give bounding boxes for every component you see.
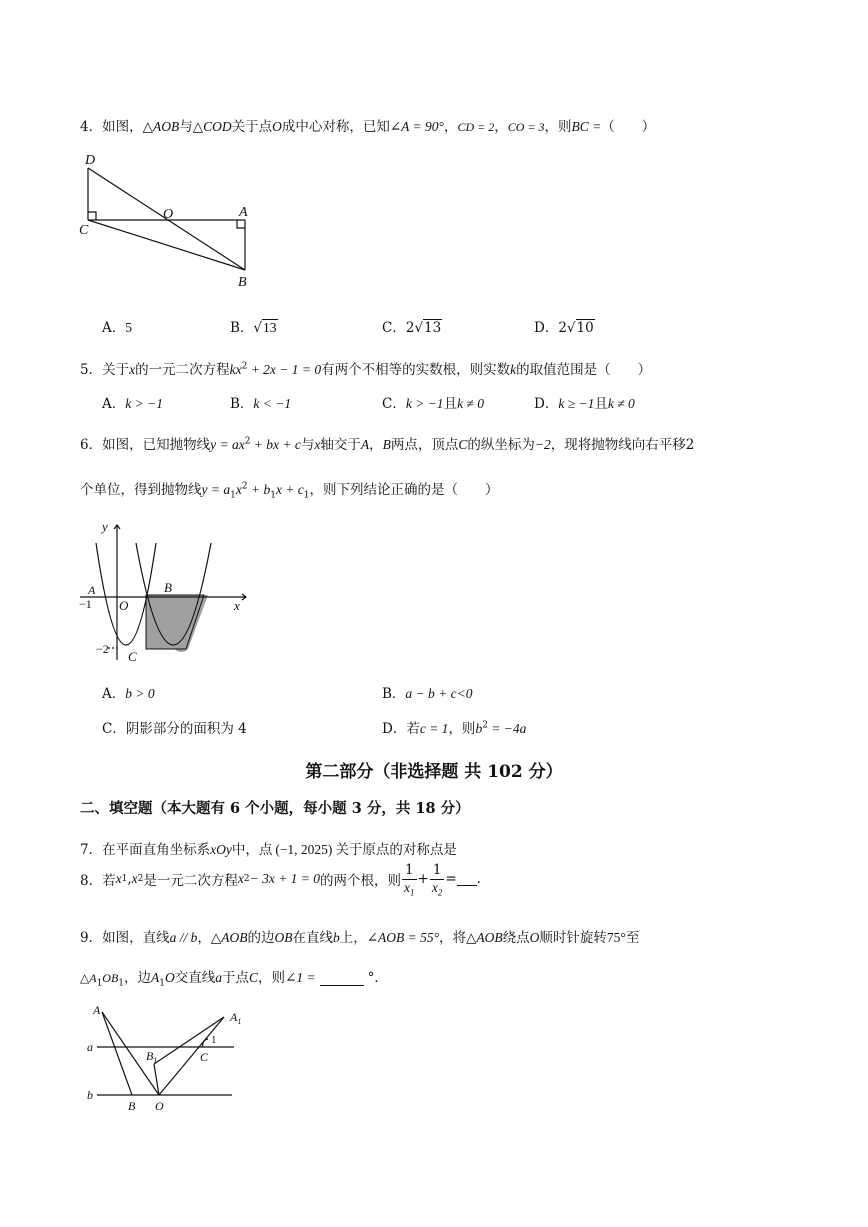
label-b1: $B_1$ — [146, 1049, 158, 1065]
right-angle-mark-c — [88, 212, 96, 220]
label-c: C — [128, 649, 137, 664]
q4-option-d[interactable]: D．2√10 — [534, 320, 594, 336]
q6-option-b[interactable]: B．a − b + c<0 — [382, 686, 473, 702]
label-c: C — [79, 223, 89, 238]
label-y: y — [102, 519, 108, 534]
q9-answer-blank[interactable] — [320, 972, 364, 986]
q5-option-b[interactable]: B．k < −1 — [230, 396, 292, 412]
q6-figure — [76, 515, 256, 665]
q9-figure — [82, 1000, 252, 1115]
label-a: A — [88, 583, 96, 597]
q4-number: 4． — [80, 119, 103, 135]
label-line-b: b — [87, 1088, 93, 1102]
label-line-a: a — [87, 1040, 93, 1054]
label-o: O — [163, 207, 174, 222]
label-o: O — [155, 1099, 164, 1113]
label-c: C — [200, 1050, 209, 1064]
shaded-parallelogram — [146, 595, 204, 649]
q6-stem-line2: 个单位，得到抛物线$y = a_1x^2 + b_1x + c_1$，则下列结论正确的是（ ） — [80, 481, 499, 501]
q6-option-c[interactable]: C．阴影部分的面积为 4 — [102, 721, 247, 737]
q5-stem: 5．关于x的一元二次方程$kx^2 + 2x - 1 = 0$有两个不相等的实数根，则实数k的取值范围是（ ） — [80, 361, 652, 378]
q6-option-d[interactable]: D．若c = 1，则$b^2 = -4a$ — [382, 720, 527, 737]
label-o: O — [119, 598, 129, 613]
label-x: x — [234, 598, 240, 613]
label-angle-one: 1 — [211, 1034, 217, 1046]
label-d: D — [85, 153, 96, 168]
label-b: B — [164, 580, 172, 595]
segment-ab — [102, 1012, 132, 1095]
q9-stem-line2: $\triangle A_1OB_1$，边$A_1O$交直线a于点C，则∠1 = °． — [80, 970, 388, 989]
segment-cb — [88, 220, 245, 270]
q7-stem: 7．在平面直角坐标系xOy中，点 (−1, 2025) 关于原点的对称点是 — [80, 842, 457, 858]
part2-heading: 第二部分（非选择题 共 102 分） — [305, 762, 563, 782]
q7-number: 7． — [80, 842, 103, 858]
q6-option-a[interactable]: A．b > 0 — [102, 686, 155, 702]
label-a: A — [239, 205, 248, 220]
fraction-one-over-x2: $\frac{1}{x_2}$ — [431, 862, 443, 898]
q8-answer-blank[interactable] — [457, 872, 477, 886]
q9-number: 9． — [80, 930, 103, 946]
segment-oa1 — [159, 1017, 224, 1095]
q5-option-d[interactable]: D．k ≥ −1且k ≠ 0 — [534, 396, 635, 412]
fraction-one-over-x1: $\frac{1}{x_1}$ — [404, 862, 415, 898]
q4-stem: 4．如图，△AOB与△COD关于点O成中心对称，已知∠A = 90°，CD = 2，CO = 3，则BC =（ ） — [80, 119, 656, 135]
q8-stem: 8． 若 x 1 , x 2 是一元二次方程 x 2 − 3x + 1 = 0 的两个根，则 $\frac{1}{x_1}$ + $\frac{1}{x_2}$ = . — [80, 862, 481, 898]
q4-option-b[interactable]: B．√13 — [230, 320, 277, 336]
label-a1: $A_1$ — [230, 1010, 242, 1026]
label-b: B — [128, 1099, 136, 1113]
q4-option-a[interactable]: A．5 — [102, 320, 132, 336]
q6-number: 6． — [80, 437, 103, 453]
section-heading: 二、填空题（本大题有 6 个小题，每小题 3 分，共 18 分） — [80, 800, 470, 817]
q5-option-c[interactable]: C．k > −1且k ≠ 0 — [382, 396, 484, 412]
label-minus-two: −2 — [96, 642, 109, 656]
label-b: B — [238, 275, 247, 290]
label-a: A — [93, 1003, 101, 1017]
q5-option-a[interactable]: A．k > −1 — [102, 396, 163, 412]
q6-stem-line1: 6．如图，已知抛物线$y = ax^2$ + bx + c与x轴交于A，B两点，顶点C的纵坐标为−2，现将抛物线向右平移2 — [80, 436, 695, 453]
right-angle-mark-a — [237, 220, 245, 228]
label-minus-one: −1 — [79, 597, 92, 611]
q8-number: 8． — [80, 873, 103, 889]
angle-one-arc — [203, 1039, 208, 1047]
q4-figure — [75, 148, 265, 293]
q4-option-c[interactable]: C．2√13 — [382, 320, 442, 336]
q9-stem-line1: 9．如图，直线a // b，△AOB的边OB在直线b上，∠AOB = 55°，将△AOB绕点O顺时针旋转75°至 — [80, 930, 640, 946]
q5-number: 5． — [80, 362, 103, 378]
